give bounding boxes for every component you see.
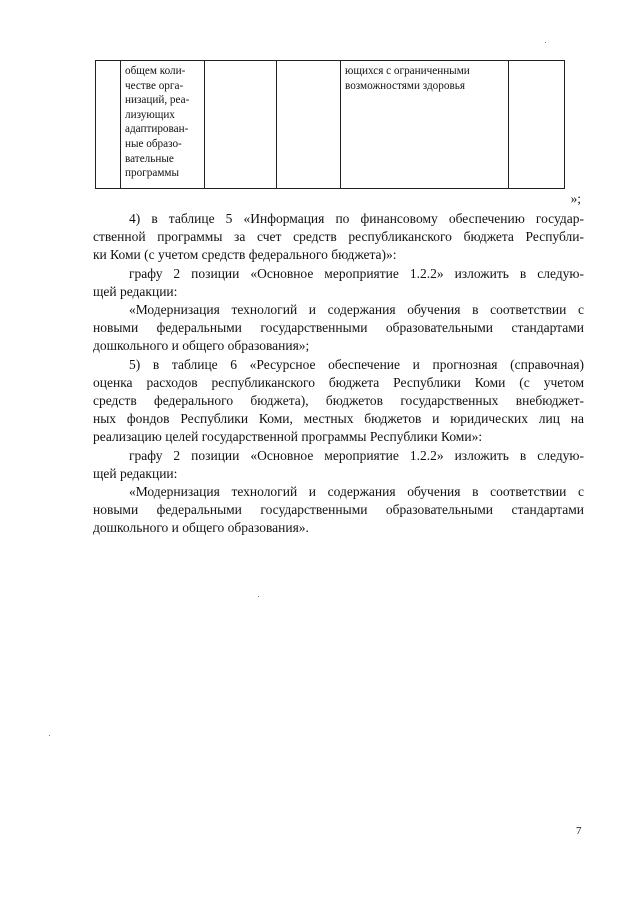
- paragraph-quote: «Модернизация технологий и содержания обучения в соответствии с новыми федеральными государственными образовательными стандартами дошкольного и общего образования».: [93, 484, 584, 536]
- scan-speck: [545, 42, 546, 43]
- table-cell-number: [96, 61, 121, 189]
- body-text: [93, 210, 584, 538]
- paragraph-instruction: графу 2 позиции «Основное мероприятие 1.2.2» изложить в следую- щей редакции:: [93, 265, 584, 299]
- scan-speck: [49, 735, 50, 736]
- page-number: 7: [576, 825, 582, 837]
- closing-quote: »;: [570, 191, 581, 206]
- table-cell-description: ющихся с ограниченными возможностями здоровья: [341, 61, 509, 189]
- table-row: [96, 61, 565, 189]
- paragraph-instruction: графу 2 позиции «Основное мероприятие 1.2.2» изложить в следую- щей редакции:: [93, 447, 584, 481]
- paragraph-item-4: 4) в таблице 5 «Информация по финансовому обеспечению государ- ственной программы за счет средств республиканского бюджета Республи- ки Коми (с учетом средств федерального бюджета)»:: [93, 211, 584, 263]
- table-cell-empty: [205, 61, 277, 189]
- table-fragment: [95, 60, 565, 189]
- paragraph-quote: «Модернизация технологий и содержания обучения в соответствии с новыми федеральными государственными образовательными стандартами дошкольного и общего образования»;: [93, 302, 584, 354]
- table-cell-empty: [277, 61, 341, 189]
- scan-speck: [258, 596, 259, 597]
- table-cell-indicator: общем коли- честве орга- низаций, реа- лизующих адаптирован- ные образо- вательные программы: [121, 61, 205, 189]
- paragraph-item-5: 5) в таблице 6 «Ресурсное обеспечение и прогнозная (справочная) оценка расходов республиканского бюджета Республики Коми (с учетом средств федерального бюджета), бюджетов государственных внебюджет- ных фондов Республики Коми, местных бюджетов и юридических лиц на реализацию целей государственной программы Республики Коми»:: [93, 356, 584, 445]
- table-cell-empty: [509, 61, 565, 189]
